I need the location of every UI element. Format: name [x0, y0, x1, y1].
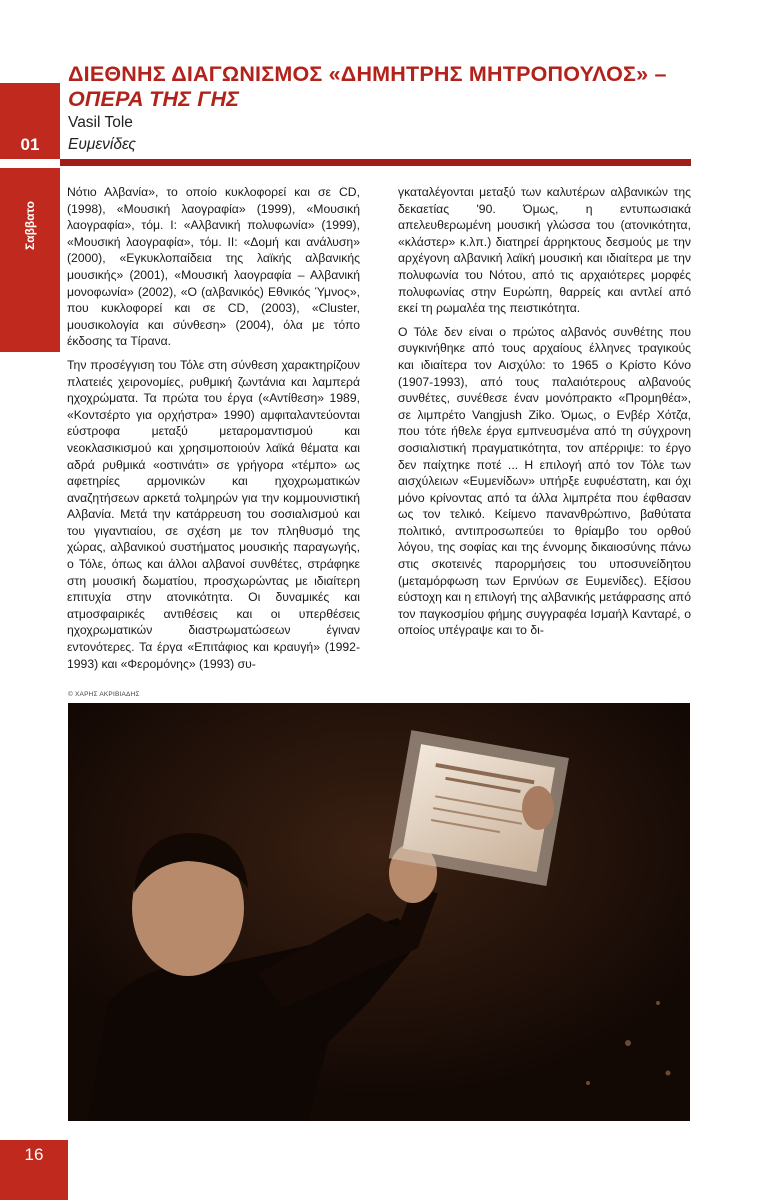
day-label: Σαββατο: [23, 201, 37, 250]
paragraph: Την προσέγγιση του Τόλε στη σύνθεση χαρακτηρίζουν πλατειές χειρονομίες, ρυθμική ζωντάνια και λαμπερά ηχοχρώματα. Τα πρώτα του έργα («Αντίθεση» 1989, «Κοντσέρτο για ορχήστρα» 1990) αμφιταλαντεύονται εύστροφα μεταξύ μεταρομαντισμού και νεοκλασικισμού και χρησιμοποιούν λαϊκά θέματα και αδρά ρυθμικά «οστινάτι» σε γρήγορα «τέμπο» ως αφετηρίες αρμονικών και ηχοχρωματικών αναζητήσεων αρκετά τολμηρών για την κομμουνιστική Αλβανία. Μετά την κατάρρευση του σοσιαλισμού και του γιγαντιαίου, σε σχέση με τον πληθυσμό της χώρας, αλβανικού συστήματος μουσικής παραγωγής, ο Τόλε, όπως και άλλοι αλβανοί συνθέτες, στράφηκε στη μουσική δωματίου, προσχωρώντας με ιδιαίτερη επιτυχία στην ατονικότητα. Οι δυναμικές και ατμοσφαιρικές αντιθέσεις και οι υπερθέσεις ηχοχρωματικών διαστρωματώσεων έγιναν εντονότερες. Τα έργα «Επιτάφιος και κραυγή» (1992-1993) και «Φερομόνης» (1993) συ-: [67, 357, 360, 671]
paragraph: Ο Τόλε δεν είναι ο πρώτος αλβανός συνθέτης που συγκινήθηκε από τους αρχαίους έλληνες τραγικούς και ιδιαίτερα τον Αισχύλο: το 1965 ο Κρίστο Κόνο (1907-1993), από τους παλαιότερους αλβανούς συνθέτες, συνέθεσε έναν μονόπρακτο «Προμηθέα», σε λιμπρέτο Vangjush Ziko. Όμως, ο Ενβέρ Χότζα, που τότε ήθελε έργα εμπνευσμένα από τη σύγχρονη σοσιαλιστική πραγματικότητα, τον απέρριψε: το έργο δεν παίχτηκε ποτέ ... Η επιλογή από τον Τόλε των αισχύλειων «Ευμενίδων» υπήρξε ευφυέστατη, και όχι μόνο κρίνοντας από τα άλλα λιμπρέτα που έφθασαν ως τον τελικό. Κείμενο πανανθρώπινο, βαθύτατα πολιτικό, αντιπροσωπεύει το θρίαμβο του ορθού λόγου, της σοφίας και της έννομης δικαιοσύνης πάνω στις σκοτεινές παρορμήσεις του υποσυνείδητου (μεταμόρφωση των Ερινύων σε Ευμενίδες). Εξίσου εύστοχη και η επιλογή της αλβανικής μετάφρασης από τον παγκοσμίου φήμης συγγραφέα Ισμαήλ Κανταρέ, ο οποίος υπέγραψε και το δι-: [398, 324, 691, 638]
section-number: 01: [20, 135, 40, 154]
title-line-1: ΔΙΕΘΝΗΣ ΔΙΑΓΩΝΙΣΜΟΣ «ΔΗΜΗΤΡΗΣ ΜΗΤΡΟΠΟΥΛΟΣ» –: [68, 62, 667, 86]
page-number: 16: [24, 1145, 44, 1164]
photo-credit: © ΧΑΡΗΣ ΑΚΡΙΒΙΑΔΗΣ: [68, 691, 140, 698]
day-tab-block: [0, 168, 60, 352]
paragraph: Νότιο Αλβανία», το οποίο κυκλοφορεί και σε CD, (1998), «Μουσική λαογραφία» (1999), «Μουσική λαογραφία», τόμ. Ι: «Αλβανική πολυφωνία» (1999), «Μουσική λαογραφία», τόμ. ΙΙ: «Δομή και ανάλυση» (2000), «Εγκυκλοπαίδεια της λαϊκής αλβανικής μουσικής» (2001), «Μουσική λαογραφία – Αλβανική μονοφωνία» (2002), «Ο (αλβανικός) Εθνικός Ύμνος», που κυκλοφορεί και σε CD, (2003), «Cluster, μουσικολογία και σύνθεση» (2004), όλα με τόπο έκδοσης τα Τίρανα.: [67, 185, 360, 349]
title-line-2: ΟΠΕΡΑ ΤΗΣ ΓΗΣ: [68, 87, 240, 111]
work-title: Ευμενίδες: [68, 136, 136, 153]
left-column: [67, 184, 360, 679]
composer-name: Vasil Tole: [68, 114, 133, 131]
page-title: [68, 62, 708, 112]
paragraph: γκαταλέγονται μεταξύ των καλυτέρων αλβανικών της δεκαετίας '90. Όμως, η εντυπωσιακά απελευθερωμένη μουσική γλώσσα του (ατονικότητα, «κλάστερ» κ.λπ.) διατηρεί άρρηκτους δεσμούς με την αρχέγονη αλβανική λαϊκή μουσική και ιδιαίτερα με την πολυφωνία του Νότου, από τις αρχαιότερες μορφές πολυφωνίας στην Ευρώπη, θαρρείς και αντλεί από εκεί τη ρωμαλέα της πειστικότητα.: [398, 185, 691, 316]
right-column: [398, 184, 691, 646]
photo: [68, 703, 690, 1121]
photo-illustration: [68, 703, 690, 1121]
header-rule: [60, 159, 691, 166]
